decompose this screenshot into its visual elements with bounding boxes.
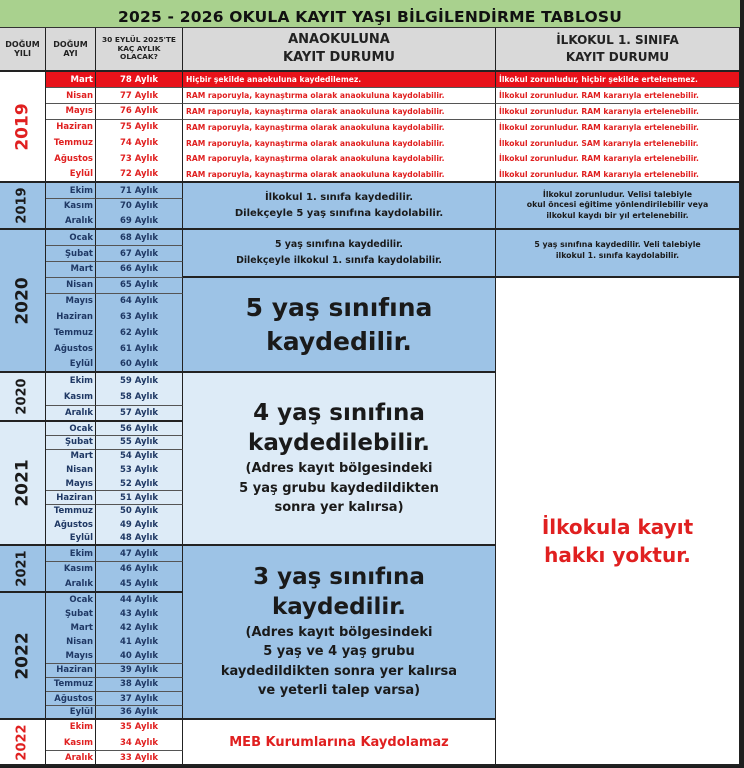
block-line: 5 yaş ve 4 yaş grubu <box>263 644 415 660</box>
birth-month-cell: Temmuz <box>46 135 96 151</box>
birth-month-cell: Ocak <box>46 593 96 608</box>
birth-year-cell <box>0 230 46 373</box>
block-line: (Adres kayıt bölgesindeki <box>245 461 433 477</box>
birth-month-cell: Mart <box>46 72 96 88</box>
header-preschool-status <box>183 28 496 72</box>
birth-year-label: 2022 <box>12 631 33 680</box>
preschool-5-year-class <box>183 278 496 373</box>
block-line: 5 yaş sınıfına kaydedilir. <box>275 239 403 251</box>
birth-month-cell: Mart <box>46 621 96 636</box>
preschool-2019-q4 <box>183 183 496 230</box>
age-in-months-cell: 48 Aylık <box>96 532 183 546</box>
age-in-months-cell: 35 Aylık <box>96 720 183 736</box>
primary-status-cell: İlkokul zorunludur. RAM kararıyla ertelenebilir. <box>496 120 740 136</box>
primary-status-cell: İlkokul zorunludur. RAM kararıyla ertelenebilir. <box>496 167 740 183</box>
birth-month-cell: Temmuz <box>46 505 96 519</box>
birth-month-cell: Ağustos <box>46 341 96 357</box>
age-in-months-cell: 41 Aylık <box>96 635 183 650</box>
age-in-months-cell: 44 Aylık <box>96 593 183 608</box>
block-line: ve yeterli talep varsa) <box>257 683 421 699</box>
block-line: 5 yaş sınıfına kaydedilir. Veli talebiyle <box>534 240 701 249</box>
birth-year-cell <box>0 546 46 593</box>
age-in-months-cell: 76 Aylık <box>96 104 183 120</box>
preschool-2020-q1 <box>183 230 496 278</box>
header-birth-year-line: YILI <box>14 49 31 58</box>
age-in-months-cell: 47 Aylık <box>96 546 183 562</box>
birth-year-label: 2019 <box>12 102 33 151</box>
age-in-months-cell: 54 Aylık <box>96 450 183 464</box>
birth-year-cell <box>0 720 46 766</box>
birth-month-cell: Ocak <box>46 230 96 246</box>
age-in-months-cell: 78 Aylık <box>96 72 183 88</box>
birth-month-cell: Mart <box>46 450 96 464</box>
birth-year-label: 2021 <box>12 459 33 507</box>
header-age-line: KAÇ AYLIK <box>117 43 161 53</box>
birth-month-cell: Ağustos <box>46 518 96 532</box>
birth-month-cell: Şubat <box>46 246 96 262</box>
preschool-3-year-class <box>183 546 496 720</box>
age-in-months-cell: 63 Aylık <box>96 309 183 325</box>
birth-month-cell: Aralık <box>46 577 96 593</box>
birth-month-cell: Eylül <box>46 706 96 721</box>
age-in-months-cell: 39 Aylık <box>96 664 183 679</box>
birth-year-label: 2022 <box>15 723 30 761</box>
birth-month-cell: Haziran <box>46 491 96 505</box>
primary-not-eligible <box>496 278 740 766</box>
age-in-months-cell: 56 Aylık <box>96 422 183 436</box>
age-in-months-cell: 61 Aylık <box>96 341 183 357</box>
header-preschool-line: KAYIT DURUMU <box>283 50 395 65</box>
birth-month-cell: Şubat <box>46 607 96 622</box>
birth-month-cell: Nisan <box>46 278 96 294</box>
birth-month-cell: Kasım <box>46 562 96 578</box>
age-in-months-cell: 73 Aylık <box>96 151 183 167</box>
block-line: İlkokula kayıt <box>541 515 694 539</box>
primary-status-cell: İlkokul zorunludur. SAM kararıyla ertelenebilir. <box>496 135 740 151</box>
header-birth-month-line: DOĞUM <box>53 39 88 49</box>
block-line: ilkokul 1. sınıfa kaydolabilir. <box>555 250 680 260</box>
birth-month-cell: Nisan <box>46 88 96 104</box>
age-in-months-cell: 36 Aylık <box>96 706 183 721</box>
age-in-months-cell: 60 Aylık <box>96 357 183 373</box>
preschool-status-cell: RAM raporuyla, kaynaştırma olarak anaokuluna kaydolabilir. <box>183 135 496 151</box>
birth-month-cell: Temmuz <box>46 678 96 693</box>
block-line: hakkı yoktur. <box>544 543 691 567</box>
header-primary-line: İLKOKUL 1. SINIFA <box>556 33 679 48</box>
birth-month-cell: Mart <box>46 262 96 278</box>
header-birth-year-line: DOĞUM <box>5 39 40 49</box>
birth-month-cell: Haziran <box>46 664 96 679</box>
age-in-months-cell: 50 Aylık <box>96 505 183 519</box>
block-line: sonra yer kalırsa) <box>274 500 404 516</box>
preschool-status-cell: RAM raporuyla, kaynaştırma olarak anaokuluna kaydolabilir. <box>183 104 496 120</box>
header-birth-year <box>0 28 46 72</box>
age-in-months-cell: 75 Aylık <box>96 120 183 136</box>
birth-month-cell: Ekim <box>46 373 96 390</box>
age-in-months-cell: 62 Aylık <box>96 325 183 341</box>
block-line: 4 yaş sınıfına <box>253 400 425 427</box>
birth-month-cell: Haziran <box>46 309 96 325</box>
birth-month-cell: Eylül <box>46 532 96 546</box>
primary-status-cell: İlkokul zorunludur. RAM kararıyla ertelenebilir. <box>496 151 740 167</box>
header-age-line: 30 EYLÜL 2025'TE <box>102 35 176 45</box>
birth-month-cell: Eylül <box>46 167 96 183</box>
birth-month-cell: Ekim <box>46 720 96 736</box>
birth-month-cell: Mayıs <box>46 104 96 120</box>
block-line: 5 yaş sınıfına <box>245 292 433 322</box>
age-in-months-cell: 70 Aylık <box>96 199 183 215</box>
birth-month-cell: Mayıs <box>46 477 96 491</box>
birth-month-cell: Mayıs <box>46 649 96 664</box>
header-primary-line: KAYIT DURUMU <box>565 50 670 64</box>
age-in-months-cell: 40 Aylık <box>96 649 183 664</box>
age-in-months-cell: 71 Aylık <box>96 183 183 199</box>
birth-month-cell: Ekim <box>46 546 96 562</box>
primary-2020-q1 <box>496 230 740 278</box>
block-line: okul öncesi eğitime yönlendirilebilir veya <box>526 200 709 210</box>
age-in-months-cell: 64 Aylık <box>96 294 183 310</box>
birth-month-cell: Ağustos <box>46 151 96 167</box>
age-in-months-cell: 74 Aylık <box>96 135 183 151</box>
birth-year-cell <box>0 72 46 183</box>
primary-2019-q4 <box>496 183 740 230</box>
block-line: kaydedilir. <box>266 326 412 356</box>
age-in-months-cell: 52 Aylık <box>96 477 183 491</box>
block-line: Dilekçeyle ilkokul 1. sınıfa kaydolabilir. <box>236 255 442 266</box>
age-in-months-cell: 45 Aylık <box>96 577 183 593</box>
header-preschool-line: ANAOKULUNA <box>288 31 390 47</box>
table-title: 2025 - 2026 OKULA KAYIT YAŞI BİLGİLENDİRME TABLOSU <box>0 0 740 28</box>
birth-year-label: 2020 <box>12 276 33 325</box>
birth-month-cell: Haziran <box>46 120 96 136</box>
block-line: Dilekçeyle 5 yaş sınıfına kaydolabilir. <box>234 207 444 219</box>
age-in-months-cell: 55 Aylık <box>96 436 183 450</box>
birth-month-cell: Mayıs <box>46 294 96 310</box>
birth-year-cell <box>0 373 46 422</box>
birth-month-cell: Ocak <box>46 422 96 436</box>
preschool-status-cell: RAM raporuyla, kaynaştırma olarak anaokuluna kaydolabilir. <box>183 167 496 183</box>
preschool-status-cell: Hiçbir şekilde anaokuluna kaydedilemez. <box>183 72 496 88</box>
age-in-months-cell: 49 Aylık <box>96 518 183 532</box>
block-line: (Adres kayıt bölgesindeki <box>245 624 433 640</box>
birth-month-cell: Aralık <box>46 751 96 767</box>
birth-year-cell <box>0 183 46 230</box>
birth-year-label: 2021 <box>15 550 30 587</box>
birth-year-label: 2019 <box>15 187 30 224</box>
age-in-months-cell: 68 Aylık <box>96 230 183 246</box>
age-in-months-cell: 42 Aylık <box>96 621 183 636</box>
header-age-months <box>96 28 183 72</box>
age-in-months-cell: 66 Aylık <box>96 262 183 278</box>
block-line: kaydedilebilir. <box>248 430 430 457</box>
header-age-line: OLACAK? <box>120 52 158 62</box>
primary-status-cell: İlkokul zorunludur. RAM kararıyla ertelenebilir. <box>496 104 740 120</box>
preschool-status-cell: RAM raporuyla, kaynaştırma olarak anaokuluna kaydolabilir. <box>183 120 496 136</box>
age-in-months-cell: 65 Aylık <box>96 278 183 294</box>
age-in-months-cell: 77 Aylık <box>96 88 183 104</box>
birth-year-cell <box>0 593 46 720</box>
block-line: MEB Kurumlarına Kaydolamaz <box>229 734 449 750</box>
block-line: 3 yaş sınıfına <box>253 564 425 591</box>
age-in-months-cell: 33 Aylık <box>96 751 183 767</box>
birth-month-cell: Ekim <box>46 183 96 199</box>
primary-status-cell: İlkokul zorunludur, hiçbir şekilde ertelenemez. <box>496 72 740 88</box>
preschool-status-cell: RAM raporuyla, kaynaştırma olarak anaokuluna kaydolabilir. <box>183 88 496 104</box>
birth-month-cell: Kasım <box>46 199 96 215</box>
age-in-months-cell: 51 Aylık <box>96 491 183 505</box>
block-line: 5 yaş grubu kaydedildikten <box>239 480 439 496</box>
birth-month-cell: Şubat <box>46 436 96 450</box>
birth-month-cell: Nisan <box>46 635 96 650</box>
birth-year-cell <box>0 422 46 546</box>
age-in-months-cell: 69 Aylık <box>96 214 183 230</box>
birth-year-label: 2020 <box>15 378 30 415</box>
primary-status-cell: İlkokul zorunludur. RAM kararıyla ertelenebilir. <box>496 88 740 104</box>
birth-month-cell: Eylül <box>46 357 96 373</box>
preschool-status-cell: RAM raporuyla, kaynaştırma olarak anaokuluna kaydolabilir. <box>183 151 496 167</box>
birth-month-cell: Kasım <box>46 735 96 751</box>
birth-month-cell: Aralık <box>46 406 96 423</box>
block-line: İlkokul zorunludur. Velisi talebiyle <box>542 189 693 199</box>
birth-month-cell: Ağustos <box>46 692 96 707</box>
age-in-months-cell: 53 Aylık <box>96 463 183 477</box>
age-in-months-cell: 43 Aylık <box>96 607 183 622</box>
block-line: kaydedildikten sonra yer kalırsa <box>220 663 458 679</box>
age-in-months-cell: 46 Aylık <box>96 562 183 578</box>
preschool-not-eligible <box>183 720 496 766</box>
preschool-4-year-class <box>183 373 496 546</box>
age-in-months-cell: 59 Aylık <box>96 373 183 390</box>
age-in-months-cell: 37 Aylık <box>96 692 183 707</box>
birth-month-cell: Nisan <box>46 463 96 477</box>
age-in-months-cell: 38 Aylık <box>96 678 183 693</box>
birth-month-cell: Temmuz <box>46 325 96 341</box>
block-line: İlkokul 1. sınıfa kaydedilir. <box>264 192 414 203</box>
age-in-months-cell: 34 Aylık <box>96 735 183 751</box>
age-in-months-cell: 67 Aylık <box>96 246 183 262</box>
birth-month-cell: Aralık <box>46 214 96 230</box>
age-in-months-cell: 57 Aylık <box>96 406 183 423</box>
header-primary-status <box>496 28 740 72</box>
header-birth-month <box>46 28 96 72</box>
birth-month-cell: Kasım <box>46 389 96 406</box>
block-line: ilkokul kaydı bir yıl ertelenebilir. <box>546 210 689 220</box>
age-in-months-cell: 72 Aylık <box>96 167 183 183</box>
block-line: kaydedilir. <box>271 594 407 620</box>
header-birth-month-line: AYI <box>63 49 78 58</box>
age-in-months-cell: 58 Aylık <box>96 389 183 406</box>
